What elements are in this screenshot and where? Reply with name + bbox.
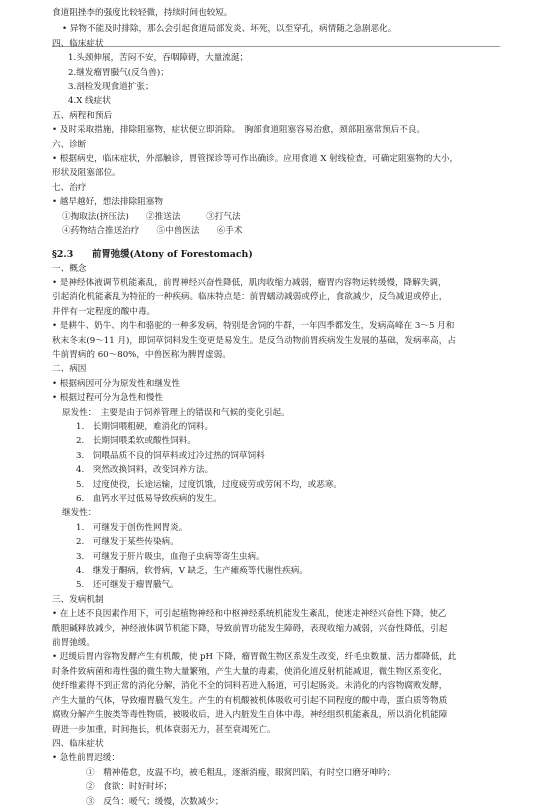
text-line: 使纤维素得不到正常的消化分解，消化不全的饲料若进入肠道，可引起肠炎。未消化的内容物腐败发酵， (52, 681, 448, 692)
section-heading: 一、概念 (52, 263, 87, 274)
list-item: 2.继发瘤胃臌气(反刍兽)； (68, 67, 169, 78)
text-line: 引起消化机能紊乱为特征的一种疾病。临床特点是：前胃蠕动减弱或停止，食欲减少，反刍减退或停止， (52, 292, 448, 303)
text-line: • 是耕牛、奶牛、肉牛和骆驼的一种多发病，特别是舍饲的牛群，一年四季都发生，发病高峰在 3～5 月和 (52, 321, 455, 332)
section-heading: 四、临床症状 (52, 738, 104, 749)
text-line: • 及时采取措施，排除阻塞物，症状便立即消除。 胸部食道阻塞容易治愈，颈部阻塞常预后不良。 (52, 125, 426, 136)
list-item: 4. 突然改换饲料，改变饲养方法。 (76, 465, 214, 476)
list-item: 2. 可继发于某些传染病。 (76, 537, 179, 548)
text-line: 腐败分解产生胺类等毒性物质，被吸收后，进入内脏发生自体中毒。神经组织机能紊乱，所以消化机能障 (52, 710, 448, 721)
document-page (52, 6, 500, 809)
list-item: ① 精神倦怠，皮温不均，被毛粗乱，逐渐消瘦，眼窝凹陷，有时空口磨牙呻吟； (86, 767, 396, 778)
text-line: 产生大量的气体，导致瘤胃臌气发生。产生的有机酸被机体吸收可引起不同程度的酸中毒，蛋白质等物质 (52, 695, 448, 706)
text-line: 形状及阻塞部位。 (52, 168, 121, 179)
text-line: • 是神经体液调节机能紊乱，前胃神经兴奋性降低，肌肉收缩力减弱，瘤胃内容物运转缓慢，降解失调， (52, 277, 447, 288)
text-line: • 异物不能及时排除，那么会引起食道局部发炎、坏死，以至穿孔，病情随之急剧恶化。 (62, 24, 397, 35)
text-line: 碍进一步加重，时间拖长，机体衰弱无力，甚至衰竭死亡。 (52, 724, 276, 735)
text-line: • 在上述不良因素作用下，可引起植物神经和中枢神经系统机能发生紊乱，使迷走神经兴奋性下降，使乙 (52, 609, 447, 620)
list-item: 1.头颈伸展，苦闷不安，吞咽障碍，大量流涎； (68, 53, 249, 64)
text-line: 酰胆碱释放减少，神经液体调节机能下降，导致前胃功能发生障碍，表现收缩力减弱，兴奋性降低，引起 (52, 623, 448, 634)
list-item: 6. 血钙水平过低易导致疾病的发生。 (76, 494, 222, 504)
chapter-title: §2.3 前胃弛缓(Atony of Forestomach) (52, 248, 253, 260)
section-heading: 六、诊断 (52, 139, 87, 150)
text-line: • 迟缓后胃内容物发酵产生有机酸，使 pH 下降，瘤胃微生物区系发生改变，纤毛虫数量、活力都降低，此 (52, 652, 457, 663)
list-item: ② 食欲：时好时坏； (86, 782, 172, 793)
text-line: 原发性： 主要是由于饲养管理上的错误和气候的变化引起。 (62, 407, 290, 418)
section-heading: 三、发病机制 (52, 594, 104, 605)
list-item: 5. 还可继发于瘤胃臌气。 (76, 580, 179, 591)
list-item: 3.剖检发现食道扩张； (68, 82, 154, 93)
list-item: 5. 过度使役，长途运输，过度饥饿，过度疲劳或劳闲不均，或恶寒。 (76, 479, 343, 490)
list-item: 3. 可继发于肝片吸虫，血孢子虫病等寄生虫病。 (76, 551, 265, 562)
section-heading: 七、治疗 (52, 182, 87, 193)
section-heading: 四、临床症状 (52, 38, 104, 49)
text-line: • 根据病史，临床症状，外部触诊，胃管探诊等可作出确诊。应用食道 X 射线检查，可确定阻塞物的大小， (52, 154, 459, 165)
text-line: 秋末冬末(9～11 月)，即饲草饲料发生变更是易发生。是反刍动物前胃疾病发生发展的基础，发病率高，占 (52, 335, 456, 346)
text-line: 前胃弛缓。 (52, 638, 95, 649)
text-line: 时条件致病菌和毒性强的微生物大量繁殖，产生大量的毒素，使消化道反射机能减退，微生物区系变化， (52, 666, 448, 677)
text-line: • 根据病因可分为原发性和继发性 (52, 378, 181, 389)
text-line: • 根据过程可分为急性和慢性 (52, 393, 163, 404)
text-line: 继发性： (62, 508, 97, 519)
list-item: 1. 长期饲喂粗硬，难消化的饲料。 (76, 421, 214, 432)
list-item: ③ 反刍：嗳气；缓慢，次数减少； (86, 796, 224, 807)
treatment-methods-1: ①掏取法(挤压法) ②推送法 ③打气法 (62, 211, 241, 222)
text-line: • 急性前胃迟缓： (52, 753, 120, 764)
text-line: 牛前胃病的 60～80%，中兽医称为脾胃虚弱。 (52, 349, 231, 360)
list-item: 4.X 线症状 (68, 96, 111, 107)
list-item: 3. 饲喂品质不良的饲草料或过冷过热的饲草饲料 (76, 450, 265, 461)
text-line: 食道阻挫李的强度比较轻微，持续时间也较短。 (52, 8, 233, 18)
text-line: 并伴有一定程度的酸中毒。 (52, 306, 156, 317)
list-item: 4. 继发于酮病，软骨病，V 缺乏，生产瘫痪等代谢性疾病。 (76, 566, 308, 577)
list-item: 2. 长期饲喂柔软或酸性饲料。 (76, 436, 196, 447)
treatment-methods-2: ④药物结合推送治疗 ⑤中兽医法 ⑥手术 (62, 226, 243, 237)
section-heading: 二、病因 (52, 364, 87, 375)
text-line: • 越早越好，想法排除阻塞物 (52, 197, 163, 208)
section-heading: 五、病程和预后 (52, 110, 113, 121)
list-item: 1. 可继发于创伤性网胃炎。 (76, 522, 188, 533)
